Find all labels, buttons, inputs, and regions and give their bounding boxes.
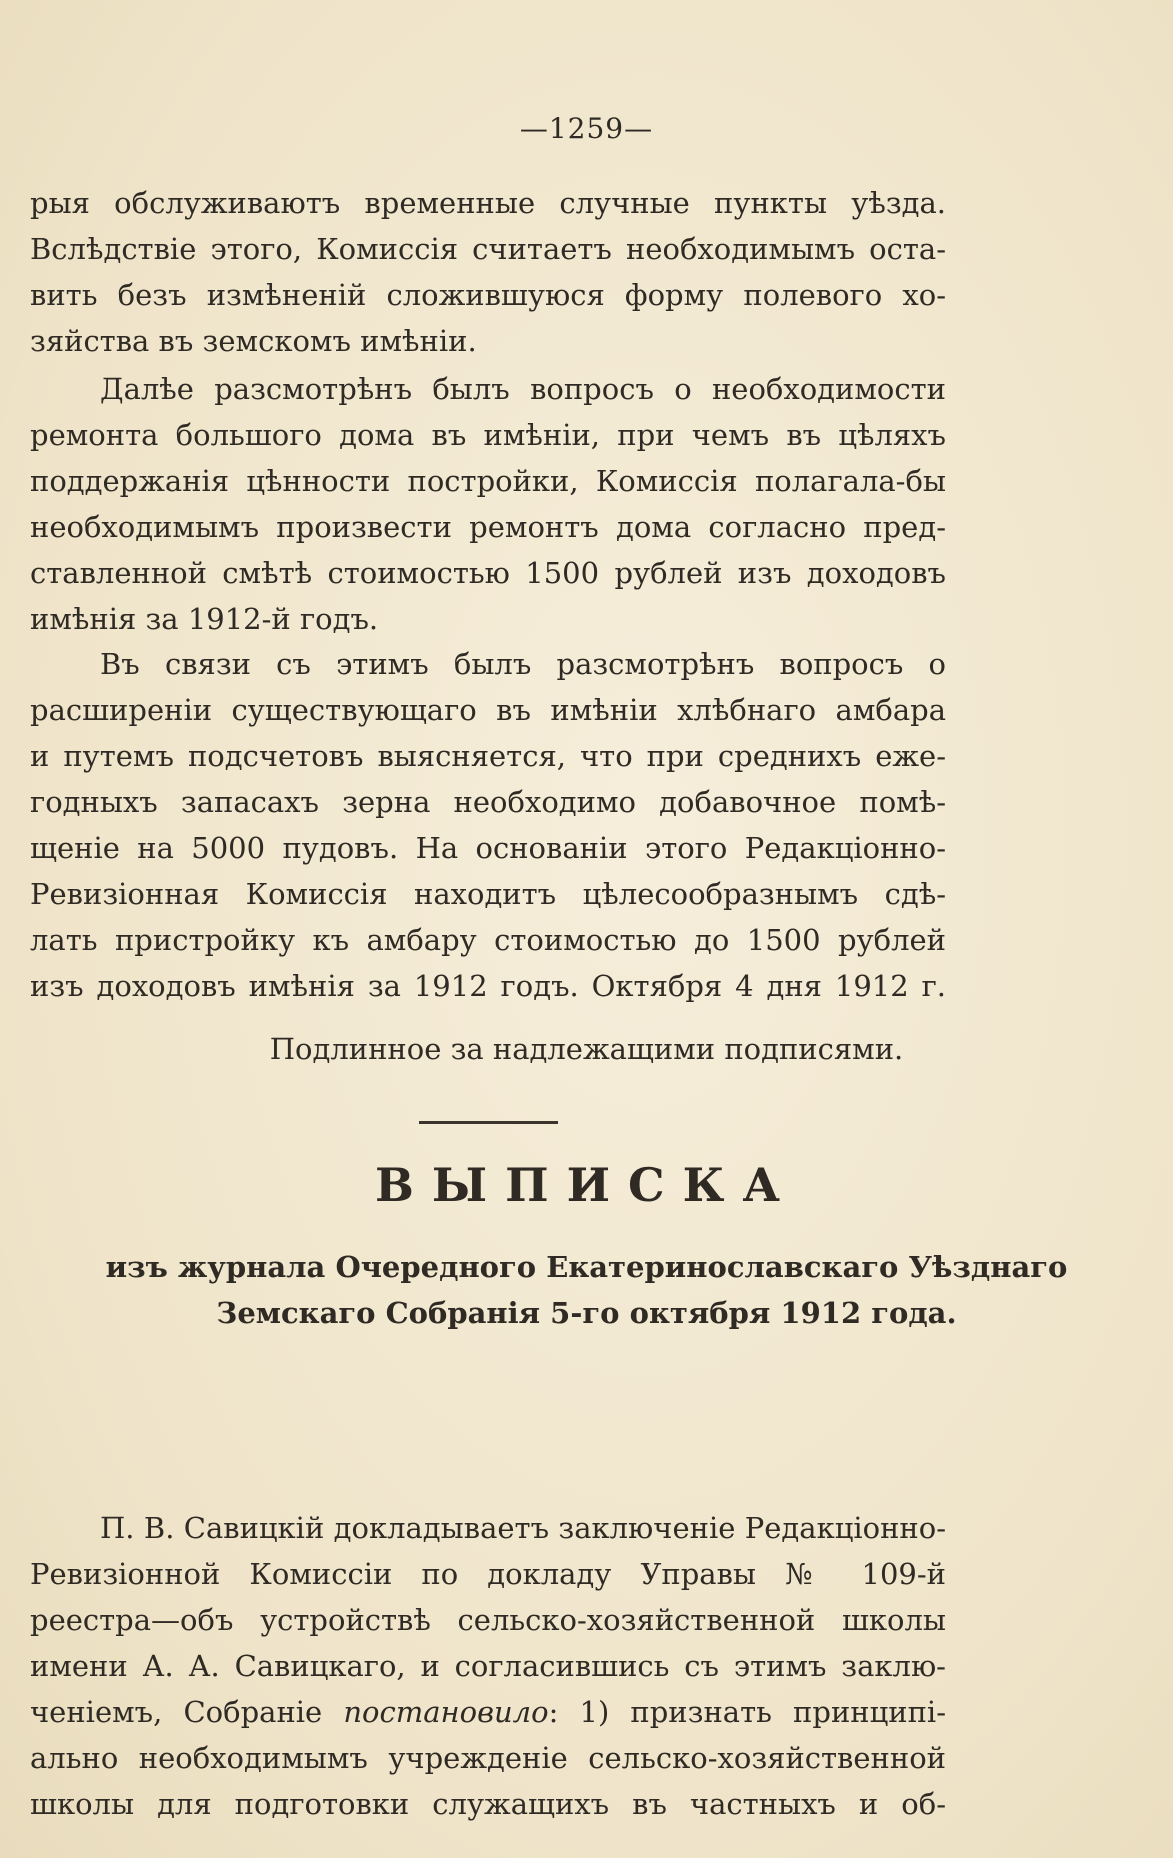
section-divider <box>419 1121 558 1124</box>
text-line: необходимымъ произвести ремонтъ дома согласно пред- <box>30 510 946 544</box>
text-line: щеніе на 5000 пудовъ. На основаніи этого Редакціонно- <box>30 831 946 865</box>
text-line: расширеніи существующаго въ имѣніи хлѣбнаго амбара <box>30 693 946 727</box>
signature-note: Подлинное за надлежащими подписями. <box>269 1032 904 1066</box>
text-line: изъ доходовъ имѣнія за 1912 годъ. Октября 4 дня 1912 г. <box>30 969 946 1003</box>
emphasized-word: постановило <box>343 1695 549 1729</box>
paragraph-2 <box>30 366 946 642</box>
text-line: школы для подготовки служащихъ въ частныхъ и об- <box>30 1787 946 1821</box>
text-line: имѣнія за 1912-й годъ. <box>30 602 379 636</box>
section-subtitle-line-2: Земскаго Собранія 5-го октября 1912 года. <box>216 1296 957 1330</box>
text-line: ремонта большого дома въ имѣніи, при чемъ въ цѣляхъ <box>30 418 946 452</box>
section-title: ВЫПИСКА <box>375 1158 798 1212</box>
text-line: годныхъ запасахъ зерна необходимо добавочное помѣ- <box>30 785 946 819</box>
text-line: лать пристройку къ амбару стоимостью до 1500 рублей <box>30 923 946 957</box>
text-line: вить безъ измѣненій сложившуюся форму полевого хо- <box>30 278 946 312</box>
paragraph-4 <box>30 1505 946 1827</box>
text-line: Ревизіонной Комиссіи по докладу Управы № 109-й <box>30 1557 946 1591</box>
paragraph-1 <box>30 180 946 364</box>
text-line: рыя обслуживаютъ временные случные пункты уѣзда. <box>30 186 946 220</box>
text-line: поддержанія цѣнности постройки, Комиссія полагала-бы <box>30 464 946 498</box>
text-line: ставленной смѣтѣ стоимостью 1500 рублей изъ доходовъ <box>30 556 946 590</box>
text-line: ально необходимымъ учрежденіе сельско-хозяйственной <box>30 1741 946 1775</box>
page-number: —1259— <box>519 112 654 145</box>
text-line: имени А. А. Савицкаго, и согласившись съ этимъ заклю- <box>30 1649 946 1683</box>
paragraph-3 <box>30 641 946 1009</box>
text-line: Въ связи съ этимъ былъ разсмотрѣнъ вопросъ о <box>100 647 946 681</box>
text-line: П. В. Савицкій докладываетъ заключеніе Редакціонно- <box>100 1511 946 1545</box>
text-line: Ревизіонная Комиссія находитъ цѣлесообразнымъ сдѣ- <box>30 877 946 911</box>
text-line <box>30 1689 946 1735</box>
text-line: Вслѣдствіе этого, Комиссія считаетъ необходимымъ оста- <box>30 232 946 266</box>
text-fragment: ченіемъ, Собраніе <box>30 1695 344 1729</box>
text-line: и путемъ подсчетовъ выясняется, что при среднихъ еже- <box>30 739 946 773</box>
text-line: Далѣе разсмотрѣнъ былъ вопросъ о необходимости <box>100 372 946 406</box>
text-line: зяйства въ земскомъ имѣніи. <box>30 324 477 358</box>
text-line: реестра—объ устройствѣ сельско-хозяйственной школы <box>30 1603 946 1637</box>
text-fragment: : 1) признать принципі- <box>548 1695 946 1729</box>
section-subtitle-line-1: изъ журнала Очередного Екатеринославскаго Уѣзднаго <box>105 1250 1068 1284</box>
